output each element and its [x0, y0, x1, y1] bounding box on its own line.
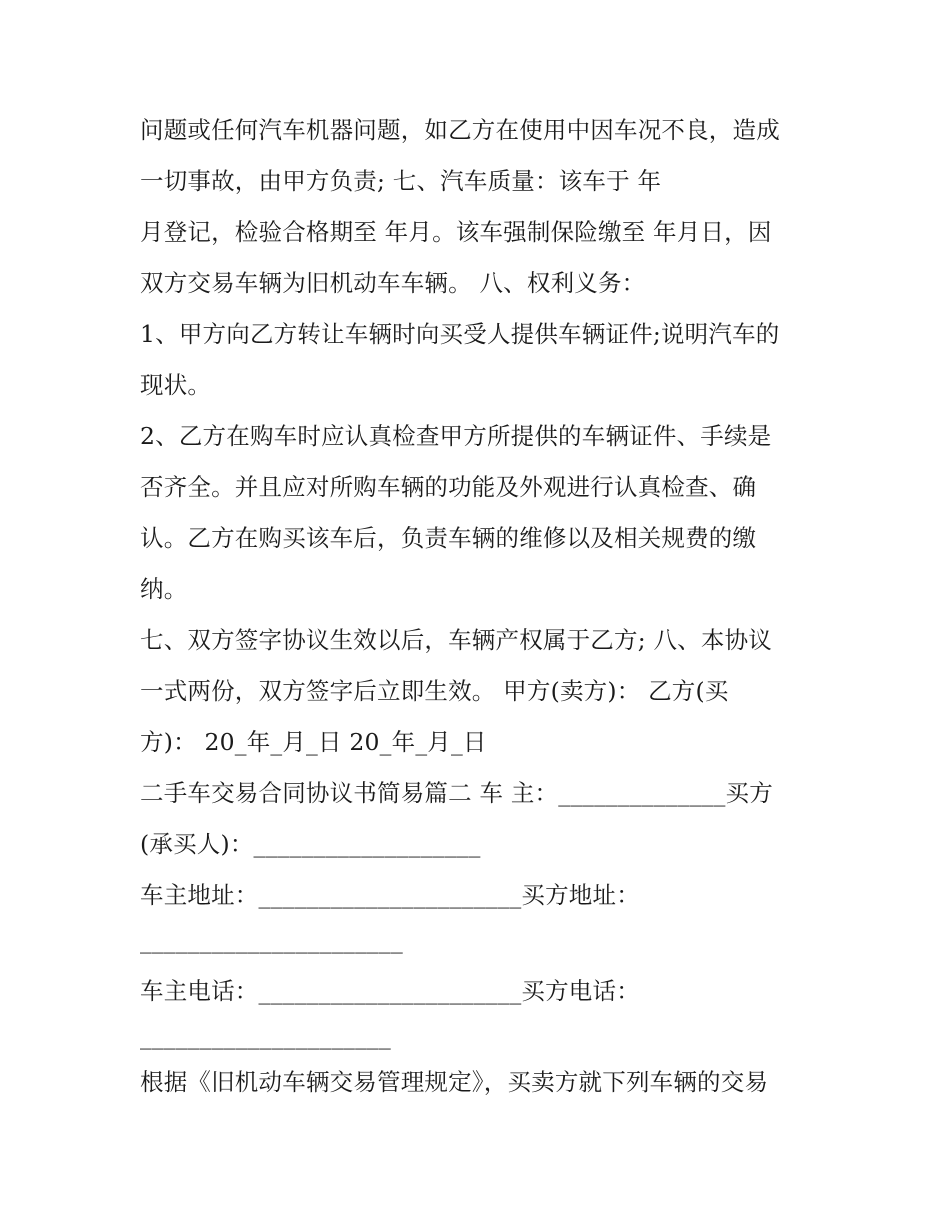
text-line-7: 2、乙方在购车时应认真检查甲方所提供的车辆证件、手续是 — [140, 422, 772, 450]
text-line-13: 方)： 20_年_月_日 20_年_月_日 — [140, 728, 487, 756]
text-line-3: 月登记，检验合格期至 年月。该车强制保险缴至 年月日，因 — [140, 218, 772, 246]
text-line-20: 根据《旧机动车辆交易管理规定》，买卖方就下列车辆的交易 — [140, 1068, 769, 1096]
text-line-14: 二手车交易合同协议书简易篇二 车 主：______________买方 — [140, 779, 773, 807]
text-line-17: ______________________ — [140, 926, 403, 954]
text-line-15: (承买人)：___________________ — [140, 830, 481, 858]
text-line-19: _____________________ — [140, 1022, 391, 1050]
text-line-12: 一式两份，双方签字后立即生效。 甲方(卖方)： 乙方(买 — [140, 677, 729, 705]
text-line-8: 否齐全。并且应对所购车辆的功能及外观进行认真检查、确 — [140, 473, 757, 501]
text-line-10: 纳。 — [140, 575, 188, 603]
text-line-5: 1、甲方向乙方转让车辆时向买受人提供车辆证件;说明汽车的 — [140, 320, 780, 348]
text-line-18: 车主电话：______________________买方电话： — [140, 977, 640, 1005]
text-line-6: 现状。 — [140, 371, 212, 399]
text-line-16: 车主地址：______________________买方地址： — [140, 881, 640, 909]
text-line-4: 双方交易车辆为旧机动车车辆。 八、权利义务： — [140, 269, 646, 297]
text-line-9: 认。乙方在购买该车后，负责车辆的维修以及相关规费的缴 — [140, 524, 757, 552]
text-line-11: 七、双方签字协议生效以后，车辆产权属于乙方; 八、本协议 — [140, 626, 772, 654]
text-line-1: 问题或任何汽车机器问题，如乙方在使用中因车况不良，造成 — [140, 116, 780, 144]
text-line-2: 一切事故，由甲方负责; 七、汽车质量：该车于 年 — [140, 167, 662, 195]
